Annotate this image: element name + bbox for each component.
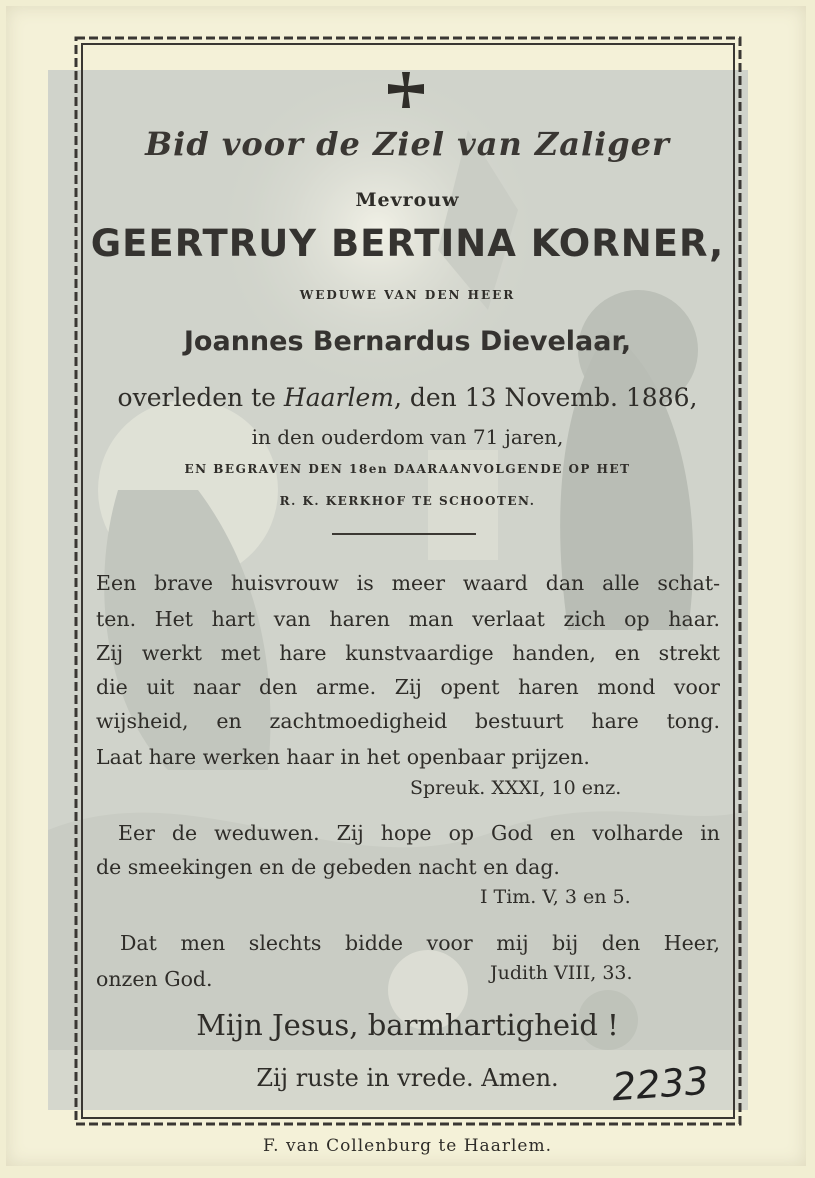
verse-1-line-5: wijsheid, en zachtmoedigheid bestuurt hare tong. — [96, 709, 720, 733]
deceased-name: GEERTRUY BERTINA KORNER, — [90, 222, 725, 265]
printer-credit: F. van Collenburg te Haarlem. — [263, 1136, 552, 1156]
verse-2-line-2: de smeekingen en de gebeden nacht en dag. — [96, 855, 560, 879]
handwritten-number: 2233 — [610, 1058, 711, 1110]
divider — [332, 533, 476, 535]
husband-name: Joannes Bernardus Dievelaar, — [183, 326, 632, 357]
verse-1-line-6: Laat hare werken haar in het openbaar prijzen. — [96, 745, 590, 769]
verse-2-line-1: Eer de weduwen. Zij hope op God en volharde in — [118, 821, 720, 845]
death-details — [0, 383, 815, 412]
death-place: Haarlem — [283, 383, 394, 412]
verse-2-reference: I Tim. V, 3 en 5. — [480, 886, 631, 908]
verse-1-line-2: ten. Het hart van haren man verlaat zich op haar. — [96, 607, 720, 631]
honorific: Mevrouw — [355, 189, 460, 211]
verse-3-line-2: onzen God. — [96, 967, 213, 991]
death-date: , den 13 Novemb. 1886, — [393, 383, 698, 412]
verse-1-reference: Spreuk. XXXI, 10 enz. — [410, 777, 622, 799]
heading-prayer: Bid voor de Ziel van Zaliger — [145, 125, 670, 163]
verse-1-line-1: Een brave huisvrouw is meer waard dan alle schat- — [96, 571, 720, 595]
death-prefix: overleden te — [117, 383, 284, 412]
closing-line: Zij ruste in vrede. Amen. — [256, 1064, 559, 1092]
verse-1-line-4: die uit naar den arme. Zij opent haren mond voor — [96, 675, 720, 699]
prayer-line: Mijn Jesus, barmhartigheid ! — [196, 1008, 619, 1042]
widow-of-label: WEDUWE VAN DEN HEER — [299, 288, 516, 302]
cross-icon — [388, 72, 424, 108]
verse-1-line-3: Zij werkt met hare kunstvaardige handen, en strekt — [96, 641, 720, 665]
verse-3-reference: Judith VIII, 33. — [490, 962, 633, 984]
verse-3-line-1: Dat men slechts bidde voor mij bij den Heer, — [120, 931, 720, 955]
burial-line-1: EN BEGRAVEN DEN 18en DAARAANVOLGENDE OP HET — [184, 462, 631, 476]
burial-line-2: R. K. KERKHOF TE SCHOOTEN. — [279, 494, 536, 508]
age-at-death: in den ouderdom van 71 jaren, — [251, 425, 564, 449]
